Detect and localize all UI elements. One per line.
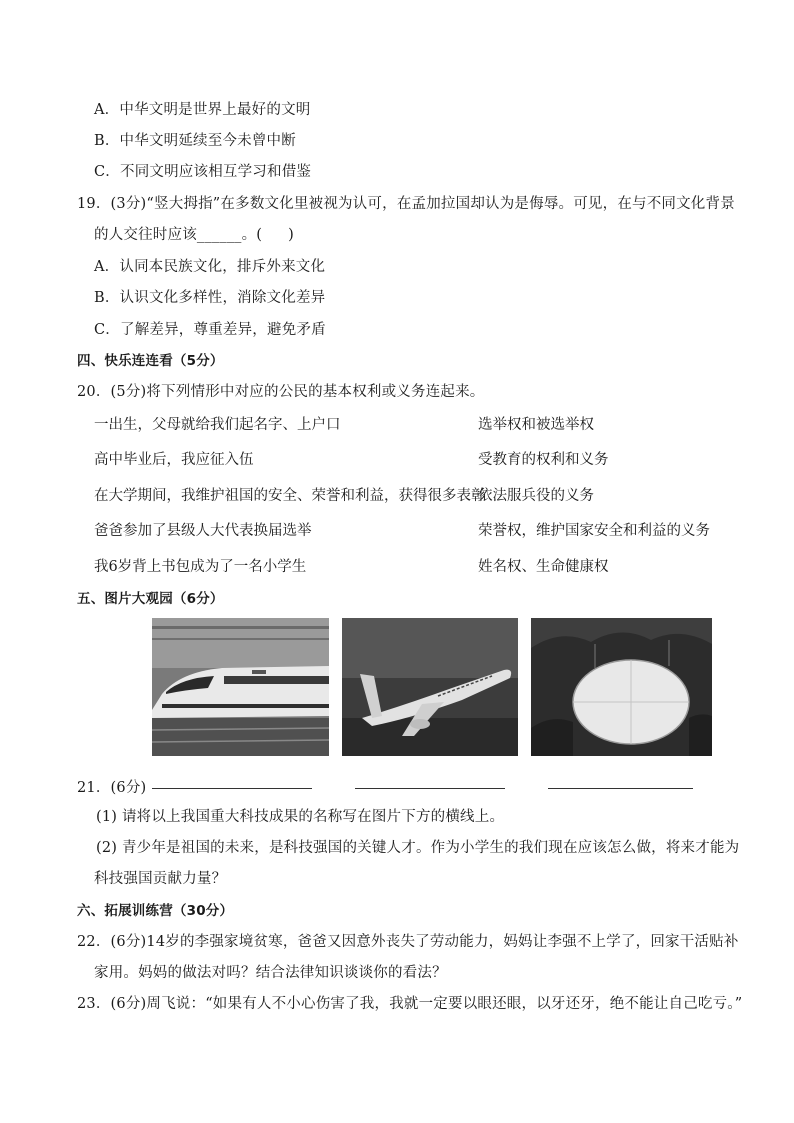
q21-answer-line-3[interactable] (548, 788, 693, 789)
q22-line1: 22．(6分)14岁的李强家境贫寒，爸爸又因意外丧失了劳动能力，妈妈让李强不上学了，回家干活贴补 (77, 934, 739, 950)
q20-left-item[interactable]: 在大学期间，我维护祖国的安全、荣誉和利益，获得很多表彰 (94, 488, 486, 504)
q22-line2: 家用。妈妈的做法对吗？结合法律知识谈谈你的看法？ (94, 965, 447, 981)
section-5-heading: 五、图片大观园（6分） (77, 591, 224, 607)
section-4-heading: 四、快乐连连看（5分） (77, 353, 224, 369)
q20-left-item[interactable]: 一出生，父母就给我们起名字、上户口 (94, 417, 341, 433)
q19-stem-line1: 19．(3分)“竖大拇指”在多数文化里被视为认可，在孟加拉国却认为是侮辱。可见，在与不同文化背景 (77, 196, 735, 212)
q20-right-item[interactable]: 受教育的权利和义务 (478, 452, 609, 468)
q20-left-item[interactable]: 爸爸参加了县级人大代表换届选举 (94, 523, 312, 539)
q18-option-a: A．中华文明是世界上最好的文明 (94, 102, 311, 118)
q19-stem-line2 (94, 225, 294, 245)
q21-answer-line-1[interactable] (152, 788, 312, 789)
q19-stem-text: 的人交往时应该 (94, 227, 197, 243)
q19-option-c: C．了解差异，尊重差异，避免矛盾 (94, 322, 326, 338)
high-speed-train-photo (152, 618, 329, 756)
q20-stem: 20．(5分)将下列情形中对应的公民的基本权利或义务连起来。 (77, 384, 485, 400)
q21-label: 21．(6分) (77, 780, 147, 796)
q19-stem-paren-open: 。( (241, 227, 263, 243)
q21-sub1: (1) 请将以上我国重大科技成果的名称写在图片下方的横线上。 (96, 809, 505, 825)
q20-right-item[interactable]: 荣誉权，维护国家安全和利益的义务 (478, 523, 710, 539)
q20-right-item[interactable]: 姓名权、生命健康权 (478, 559, 609, 575)
radio-telescope-photo (531, 618, 712, 756)
q20-left-item[interactable]: 我6岁背上书包成为了一名小学生 (94, 559, 307, 575)
q23-line1: 23．(6分)周飞说：“如果有人不小心伤害了我，我就一定要以眼还眼，以牙还牙，绝不能让自己吃亏。” (77, 996, 743, 1012)
q20-right-item[interactable]: 依法服兵役的义务 (478, 488, 594, 504)
q19-option-b: B．认识文化多样性，消除文化差异 (94, 290, 326, 306)
section-6-heading: 六、拓展训练营（30分） (77, 903, 234, 919)
airliner-photo (342, 618, 518, 756)
q19-answer-blank: ______ (196, 227, 242, 243)
q19-option-a: A．认同本民族文化，排斥外来文化 (94, 259, 326, 275)
q21-answer-line-2[interactable] (355, 788, 505, 789)
q19-stem-paren-close: ) (288, 227, 295, 243)
q20-right-item[interactable]: 选举权和被选举权 (478, 417, 594, 433)
q18-option-b: B．中华文明延续至今未曾中断 (94, 133, 296, 149)
q18-option-c: C．不同文明应该相互学习和借鉴 (94, 164, 312, 180)
q20-left-item[interactable]: 高中毕业后，我应征入伍 (94, 452, 254, 468)
q21-sub2-line1: (2) 青少年是祖国的未来，是科技强国的关键人才。作为小学生的我们现在应该怎么做，将来才能为 (96, 840, 740, 856)
q21-sub2-line2: 科技强国贡献力量？ (94, 871, 227, 887)
